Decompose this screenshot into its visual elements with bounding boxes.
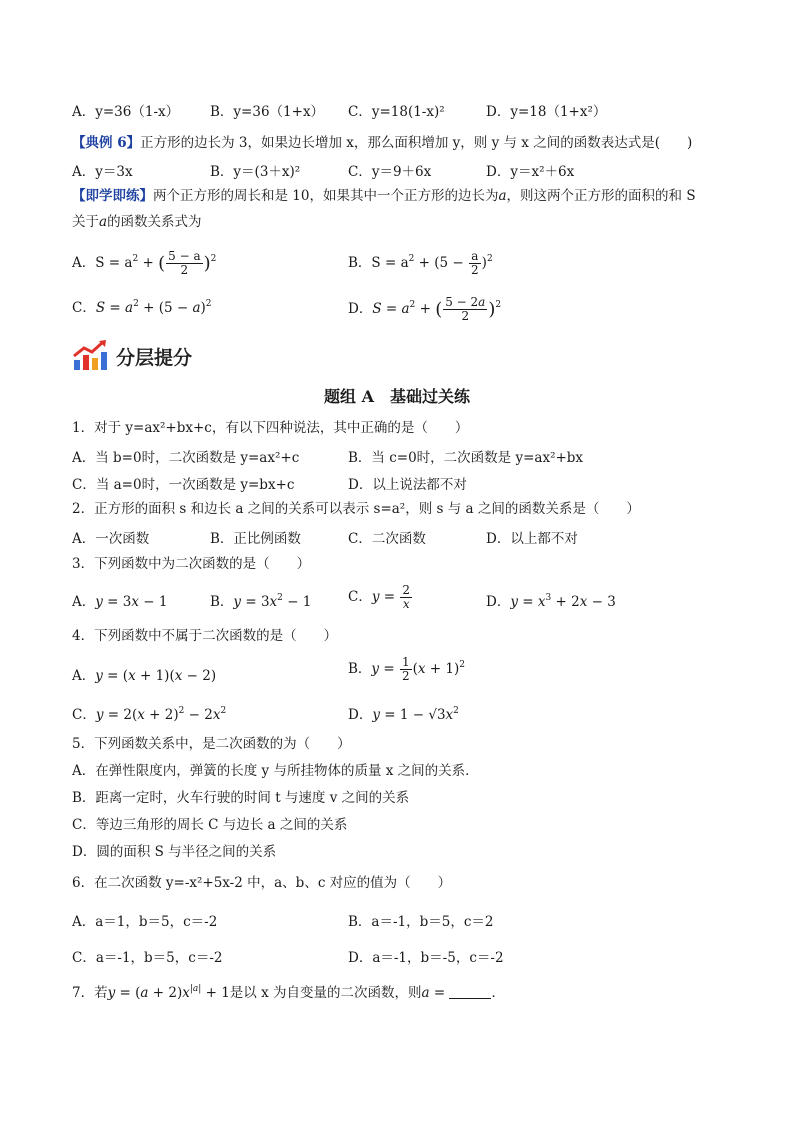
section-header	[72, 340, 192, 372]
option-b[interactable]: B．y＝(3＋x)²	[210, 164, 301, 180]
option-b-label: B．	[348, 661, 372, 677]
option-d[interactable]: D．$y = 1 - √3x^2$	[348, 706, 459, 723]
practice-stem-line2	[72, 213, 202, 231]
practice-text: 两个正方形的周长和是 10，如果其中一个正方形的边长为	[153, 188, 499, 204]
option-d-label: D．	[486, 594, 511, 610]
chart-growth-icon	[72, 340, 108, 372]
q5-stem: 5．下列函数关系中，是二次函数的为（ ）	[72, 736, 351, 752]
example-6-stem	[72, 134, 692, 152]
option-a[interactable]: A．一次函数	[72, 531, 150, 547]
option-c[interactable]: C．$y = 2(x + 2)^2 - 2x^2$	[72, 706, 227, 723]
option-c[interactable]: C．等边三角形的周长 C 与边长 a 之间的关系	[72, 817, 348, 833]
option-b[interactable]: B．距离一定时，火车行驶的时间 t 与速度 v 之间的关系	[72, 790, 410, 806]
option-b[interactable]: B．y=36（1+x）	[210, 104, 325, 120]
option-d[interactable]: D．y=18（1+x²）	[486, 104, 607, 120]
group-title: 题组 A 基础过关练	[324, 387, 470, 406]
section-title: 分层提分	[116, 346, 193, 369]
q7-mid: 是以 x 为自变量的二次函数，则	[229, 985, 422, 1001]
option-b[interactable]: B．$y = 3x^2 - 1$	[210, 593, 312, 610]
q6-options-ab	[72, 910, 752, 932]
option-b[interactable]: B．$S = a^2 + (5$ − $\frac{a}{2}$ )$^2$	[348, 249, 493, 277]
option-a[interactable]: A．$S = a^2$ + ( $\frac{5 - a}{2}$ )$^2$	[72, 249, 217, 277]
example-6-text: 正方形的边长为 3，如果边长增加 x，那么面积增加 y，则 y 与 x 之间的函数表达式是( )	[140, 135, 693, 151]
practice-tag: 【即学即练】	[72, 188, 153, 204]
q3-stem: 3．下列函数中为二次函数的是（ ）	[72, 556, 311, 572]
option-a-label: A．	[72, 668, 96, 684]
option-d[interactable]: D．$y = x^3 + 2x - 3$	[486, 593, 616, 610]
option-c[interactable]: C．当 a=0时，一次函数是 y=bx+c	[72, 477, 295, 493]
option-c[interactable]: C．$S = a^2 + (5 - a)^2$	[72, 299, 212, 316]
q2-options	[72, 527, 752, 549]
option-b[interactable]: B．正比例函数	[210, 531, 301, 547]
option-a[interactable]: A．在弹性限度内，弹簧的长度 y 与所挂物体的质量 x 之间的关系．	[72, 763, 479, 779]
option-c[interactable]: C．y=18(1-x)²	[348, 104, 445, 120]
q6-stem: 6．在二次函数 y=-x²+5x-2 中，a、b、c 对应的值为（ ）	[72, 875, 452, 891]
option-a-label: A．	[72, 255, 96, 271]
option-d[interactable]: D．以上说法都不对	[348, 477, 467, 493]
option-c[interactable]: C．y = $\frac{2}{x}$	[348, 583, 411, 611]
q7-end: ．	[491, 985, 505, 1001]
q1-options-ab	[72, 446, 752, 468]
option-d[interactable]: D．y＝x²＋6x	[486, 164, 575, 180]
answer-blank[interactable]	[449, 986, 491, 999]
option-a[interactable]: A．当 b=0时，二次函数是 y=ax²+c	[72, 450, 300, 466]
prev-question-options	[72, 100, 752, 122]
option-a-label: A．	[72, 594, 96, 610]
q4-options-ab	[72, 656, 752, 690]
option-c[interactable]: C．二次函数	[348, 531, 426, 547]
q7-stem: 7．若$y = (a + 2)x^{|a|} + 1$是以 x 为自变量的二次函数，则a = ．	[72, 984, 505, 1001]
option-c[interactable]: C．y＝9＋6x	[348, 164, 432, 180]
var-a: a	[498, 188, 507, 204]
example-6-options	[72, 160, 752, 182]
practice-line2-pre: 关于	[72, 214, 99, 230]
q3-options	[72, 584, 752, 618]
option-d[interactable]: D．圆的面积 S 与半径之间的关系	[72, 844, 277, 860]
option-a[interactable]: A．y = 3x − 1	[72, 594, 168, 610]
practice-options-ab	[72, 250, 752, 284]
option-b[interactable]: B．y = $\frac{1}{2}$ $(x + 1)^2$	[348, 655, 465, 683]
q1-options-cd	[72, 473, 752, 495]
option-a[interactable]: A．y=36（1-x）	[72, 104, 180, 120]
practice-stem-line1	[72, 187, 696, 205]
option-c[interactable]: C．a＝-1，b＝5，c＝-2	[72, 950, 223, 966]
option-d[interactable]: D．$S = a^2$ + ( $\frac{5 - 2a}{2}$ )$^2$	[348, 295, 502, 323]
practice-options-cd	[72, 296, 752, 330]
option-b[interactable]: B．a＝-1，b＝5，c＝2	[348, 914, 494, 930]
q4-options-cd	[72, 703, 752, 725]
example-6-tag: 【典例 6】	[72, 135, 141, 151]
option-d-label: D．	[348, 301, 373, 317]
option-d-label: D．	[348, 707, 373, 723]
q7-pre: 7．若	[72, 985, 108, 1001]
option-d[interactable]: D．以上都不对	[486, 531, 578, 547]
option-b-label: B．	[210, 594, 234, 610]
q2-stem: 2．正方形的面积 s 和边长 a 之间的关系可以表示 s=a²，则 s 与 a 之间的函数关系是（ ）	[72, 501, 640, 517]
q4-stem: 4．下列函数中不属于二次函数的是（ ）	[72, 628, 338, 644]
q6-options-cd	[72, 946, 752, 968]
option-a[interactable]: A．a＝1，b＝5，c＝-2	[72, 914, 218, 930]
option-c-label: C．	[72, 300, 96, 316]
option-c-label: C．	[348, 589, 372, 605]
q1-stem: 1．对于 y=ax²+bx+c，有以下四种说法，其中正确的是（ ）	[72, 420, 469, 436]
practice-line2-post: 的函数关系式为	[107, 214, 202, 230]
practice-text-end: ，则这两个正方形的面积的和 S	[506, 188, 696, 204]
option-a[interactable]: A．y = (x + 1)(x − 2)	[72, 668, 217, 684]
option-d[interactable]: D．a＝-1，b＝-5，c＝-2	[348, 950, 504, 966]
option-c-label: C．	[72, 707, 96, 723]
option-a[interactable]: A．y＝3x	[72, 164, 133, 180]
var-a: a	[99, 214, 108, 230]
option-b-label: B．	[348, 255, 372, 271]
option-b[interactable]: B．当 c=0时，二次函数是 y=ax²+bx	[348, 450, 584, 466]
